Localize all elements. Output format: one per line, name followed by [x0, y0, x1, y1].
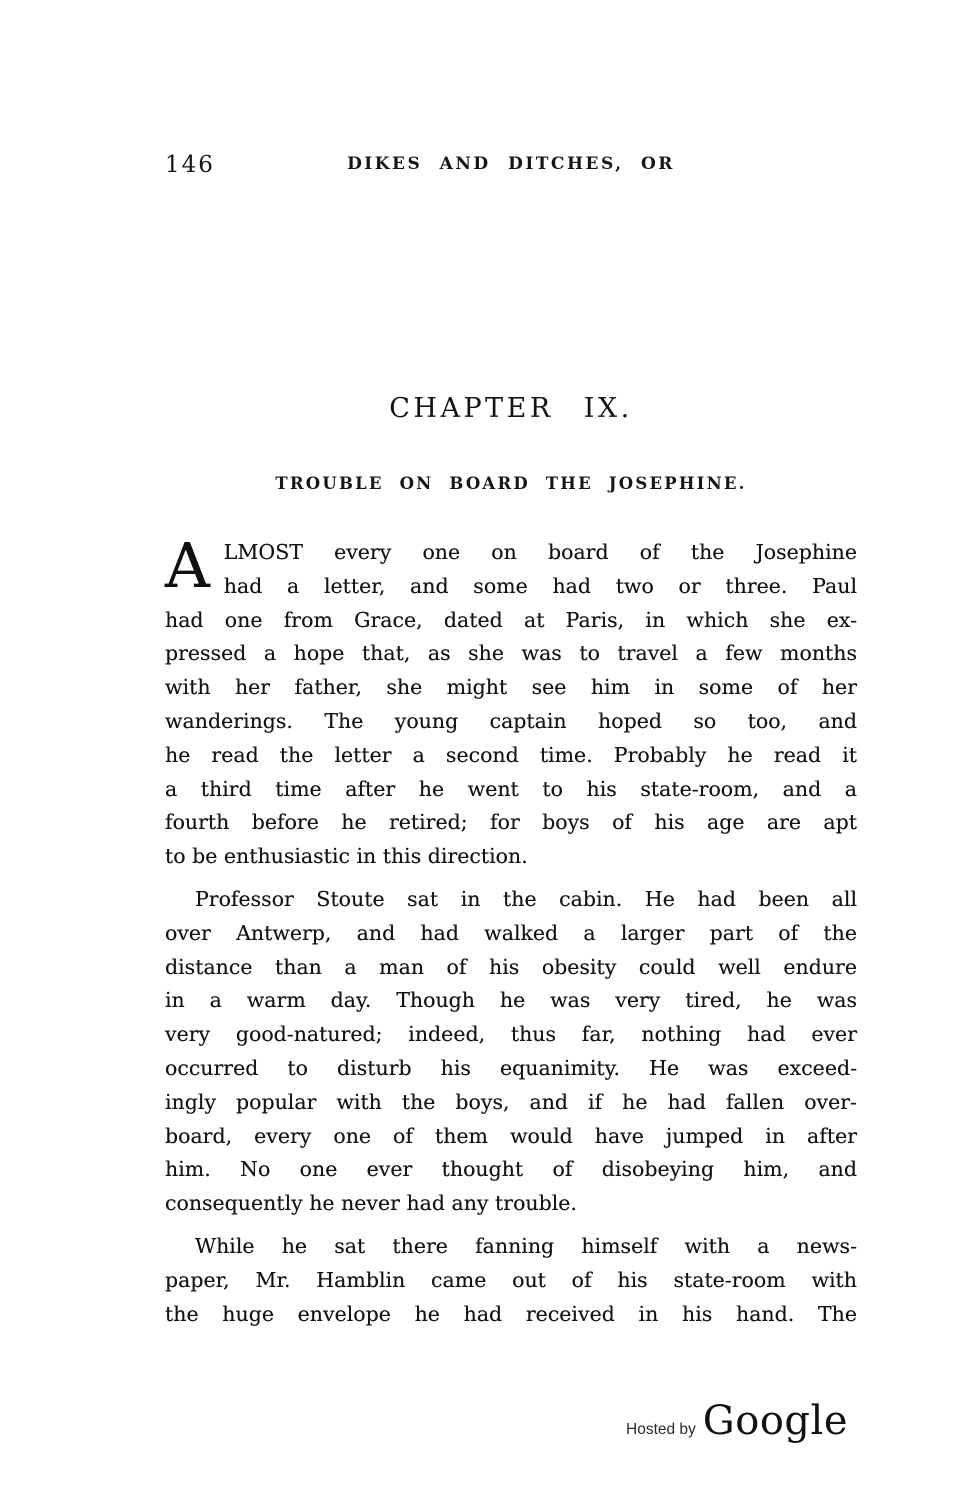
- text-line: board, every one of them would have jumped in after: [165, 1123, 857, 1148]
- text-line: fourth before he retired; for boys of his age are apt: [165, 810, 857, 835]
- text-line: wanderings. The young captain hoped so too, and: [165, 708, 857, 733]
- text-line: paper, Mr. Hamblin came out of his state-room with: [165, 1267, 857, 1292]
- text-line: the huge envelope he had received in his hand. The: [165, 1301, 857, 1326]
- text-line: in a warm day. Though he was very tired, he was: [165, 988, 857, 1013]
- chapter-title: CHAPTER IX.: [389, 393, 633, 424]
- text-line: distance than a man of his obesity could well endure: [165, 954, 857, 979]
- text-line: very good-natured; indeed, thus far, nothing had ever: [165, 1022, 857, 1047]
- paragraph: [165, 529, 857, 874]
- text-line: to be enthusiastic in this direction.: [165, 844, 528, 869]
- google-logo: Google: [702, 1398, 848, 1444]
- text-line: he read the letter a second time. Probably he read it: [165, 742, 857, 767]
- page-header: [165, 150, 857, 184]
- text-line: with her father, she might see him in some of her: [165, 675, 857, 700]
- text-line: LMOST every one on board of the Josephine: [223, 540, 857, 564]
- text-line: consequently he never had any trouble.: [165, 1191, 577, 1216]
- body-text: [165, 529, 857, 1331]
- text-line: a third time after he went to his state-room, and a: [165, 776, 857, 801]
- text-line: ingly popular with the boys, and if he had fallen over-: [165, 1089, 857, 1114]
- hosted-by-label: Hosted by: [626, 1421, 696, 1438]
- text-line: had one from Grace, dated at Paris, in which she ex-: [165, 607, 857, 632]
- text-line: While he sat there fanning himself with a news-: [195, 1233, 857, 1258]
- text-line: him. No one ever thought of disobeying him, and: [165, 1157, 857, 1182]
- page-number: 146: [165, 152, 215, 178]
- hosted-by-watermark: [626, 1398, 848, 1444]
- text-line: Professor Stoute sat in the cabin. He had been all: [195, 886, 857, 911]
- chapter-subtitle: TROUBLE ON BOARD THE JOSEPHINE.: [275, 474, 747, 493]
- drop-cap: A: [165, 529, 210, 602]
- text-line: pressed a hope that, as she was to travel a few months: [165, 641, 857, 666]
- text-line: occurred to disturb his equanimity. He was exceed-: [165, 1055, 857, 1080]
- running-header: DIKES AND DITCHES, OR: [347, 154, 675, 174]
- paragraph: [165, 883, 857, 1221]
- paragraph: [165, 1230, 857, 1331]
- text-line: had a letter, and some had two or three. Paul: [223, 573, 857, 598]
- text-line: over Antwerp, and had walked a larger part of the: [165, 920, 857, 945]
